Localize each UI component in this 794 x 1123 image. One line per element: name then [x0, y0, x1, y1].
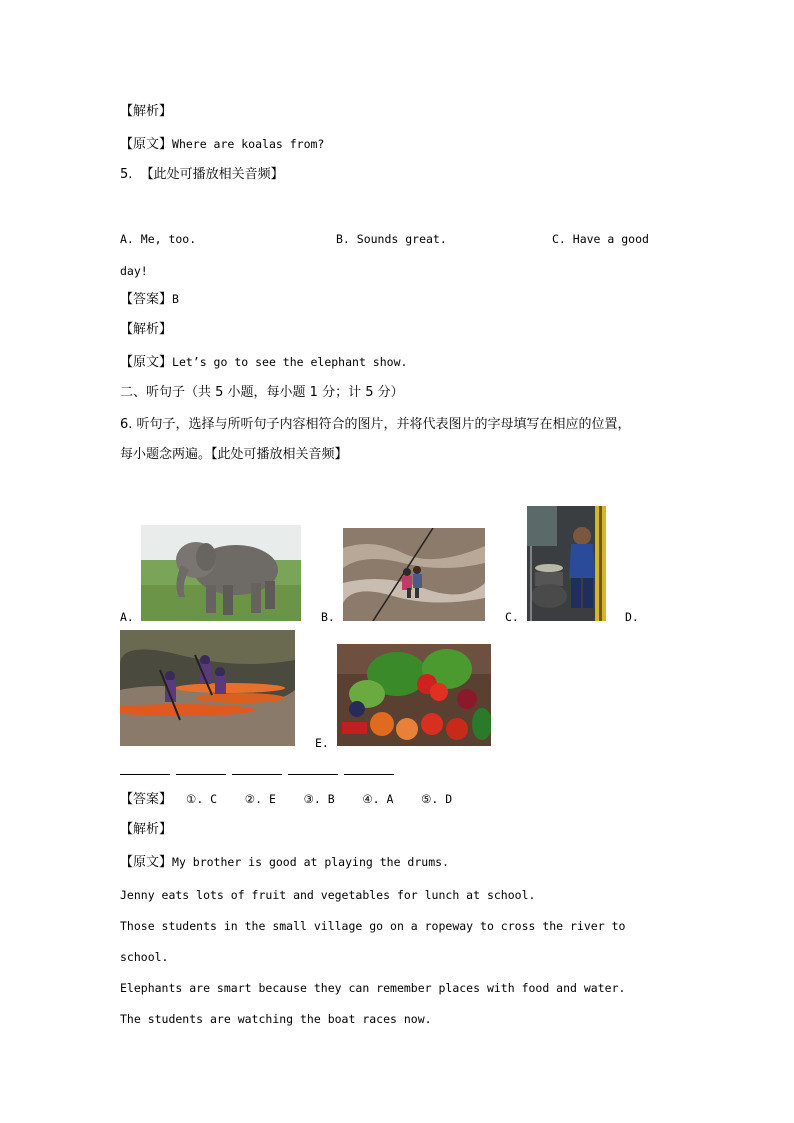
option-a: A. Me, too. — [120, 232, 197, 246]
drummer-boy-picture — [527, 506, 606, 621]
analysis-heading-1: 【解析】 — [120, 104, 173, 119]
elephant-picture — [141, 525, 301, 621]
section-two-heading: 二、听句子（共 5 小题，每小题 1 分；计 5 分） — [120, 385, 404, 400]
original-text-line-3 — [120, 854, 449, 871]
picture-c-label: C. — [505, 610, 519, 624]
answer-blank-5 — [344, 774, 394, 775]
question-5-heading: 5. 【此处可播放相关音频】 — [120, 167, 284, 182]
analysis-heading-3: 【解析】 — [120, 822, 173, 837]
picture-b-label: B. — [321, 610, 335, 624]
answer-values: ①. C ②. E ③. B ④. A ⑤. D — [186, 792, 453, 806]
picture-a-label: A. — [120, 610, 134, 624]
picture-d-label: D. — [625, 610, 639, 624]
original-sentence: My brother is good at playing the drums. — [172, 855, 449, 869]
answer-tag: 【答案】 — [120, 792, 173, 807]
original-sentence: Let’s go to see the elephant show. — [172, 355, 408, 369]
sentence-jenny: Jenny eats lots of fruit and vegetables for lunch at school. — [120, 888, 536, 902]
original-sentence: Where are koalas from? — [172, 137, 325, 151]
picture-e-label: E. — [315, 736, 329, 750]
kayak-race-picture — [120, 630, 295, 746]
answer-blank-1 — [120, 774, 170, 775]
question-6-line-1: 6. 听句子，选择与所听句子内容相符合的图片，并将代表图片的字母填写在相应的位置， — [120, 417, 631, 432]
option-c: C. Have a good — [552, 232, 649, 246]
answer-blank-4 — [288, 774, 338, 775]
original-text-line-2 — [120, 354, 407, 371]
original-tag: 【原文】 — [120, 355, 173, 370]
answer-blank-2 — [176, 774, 226, 775]
sentence-ropeway-continued: school. — [120, 950, 169, 964]
ropeway-river-picture — [343, 528, 485, 621]
answer-line-6 — [120, 791, 452, 808]
sentence-elephants: Elephants are smart because they can remember places with food and water. — [120, 981, 626, 995]
fruit-vegetables-picture — [337, 644, 491, 746]
analysis-heading-2: 【解析】 — [120, 322, 173, 337]
original-text-line-1 — [120, 136, 324, 153]
sentence-boat-races: The students are watching the boat races now. — [120, 1012, 432, 1026]
original-tag: 【原文】 — [120, 137, 173, 152]
option-b: B. Sounds great. — [336, 232, 447, 246]
original-tag: 【原文】 — [120, 855, 173, 870]
option-c-continued: day! — [120, 264, 148, 278]
answer-line-5 — [120, 291, 179, 308]
sentence-ropeway: Those students in the small village go on a ropeway to cross the river to — [120, 919, 626, 933]
question-6-line-2: 每小题念两遍。【此处可播放相关音频】 — [120, 447, 348, 462]
answer-blank-3 — [232, 774, 282, 775]
answer-value: B — [172, 292, 179, 306]
answer-tag: 【答案】 — [120, 292, 173, 307]
